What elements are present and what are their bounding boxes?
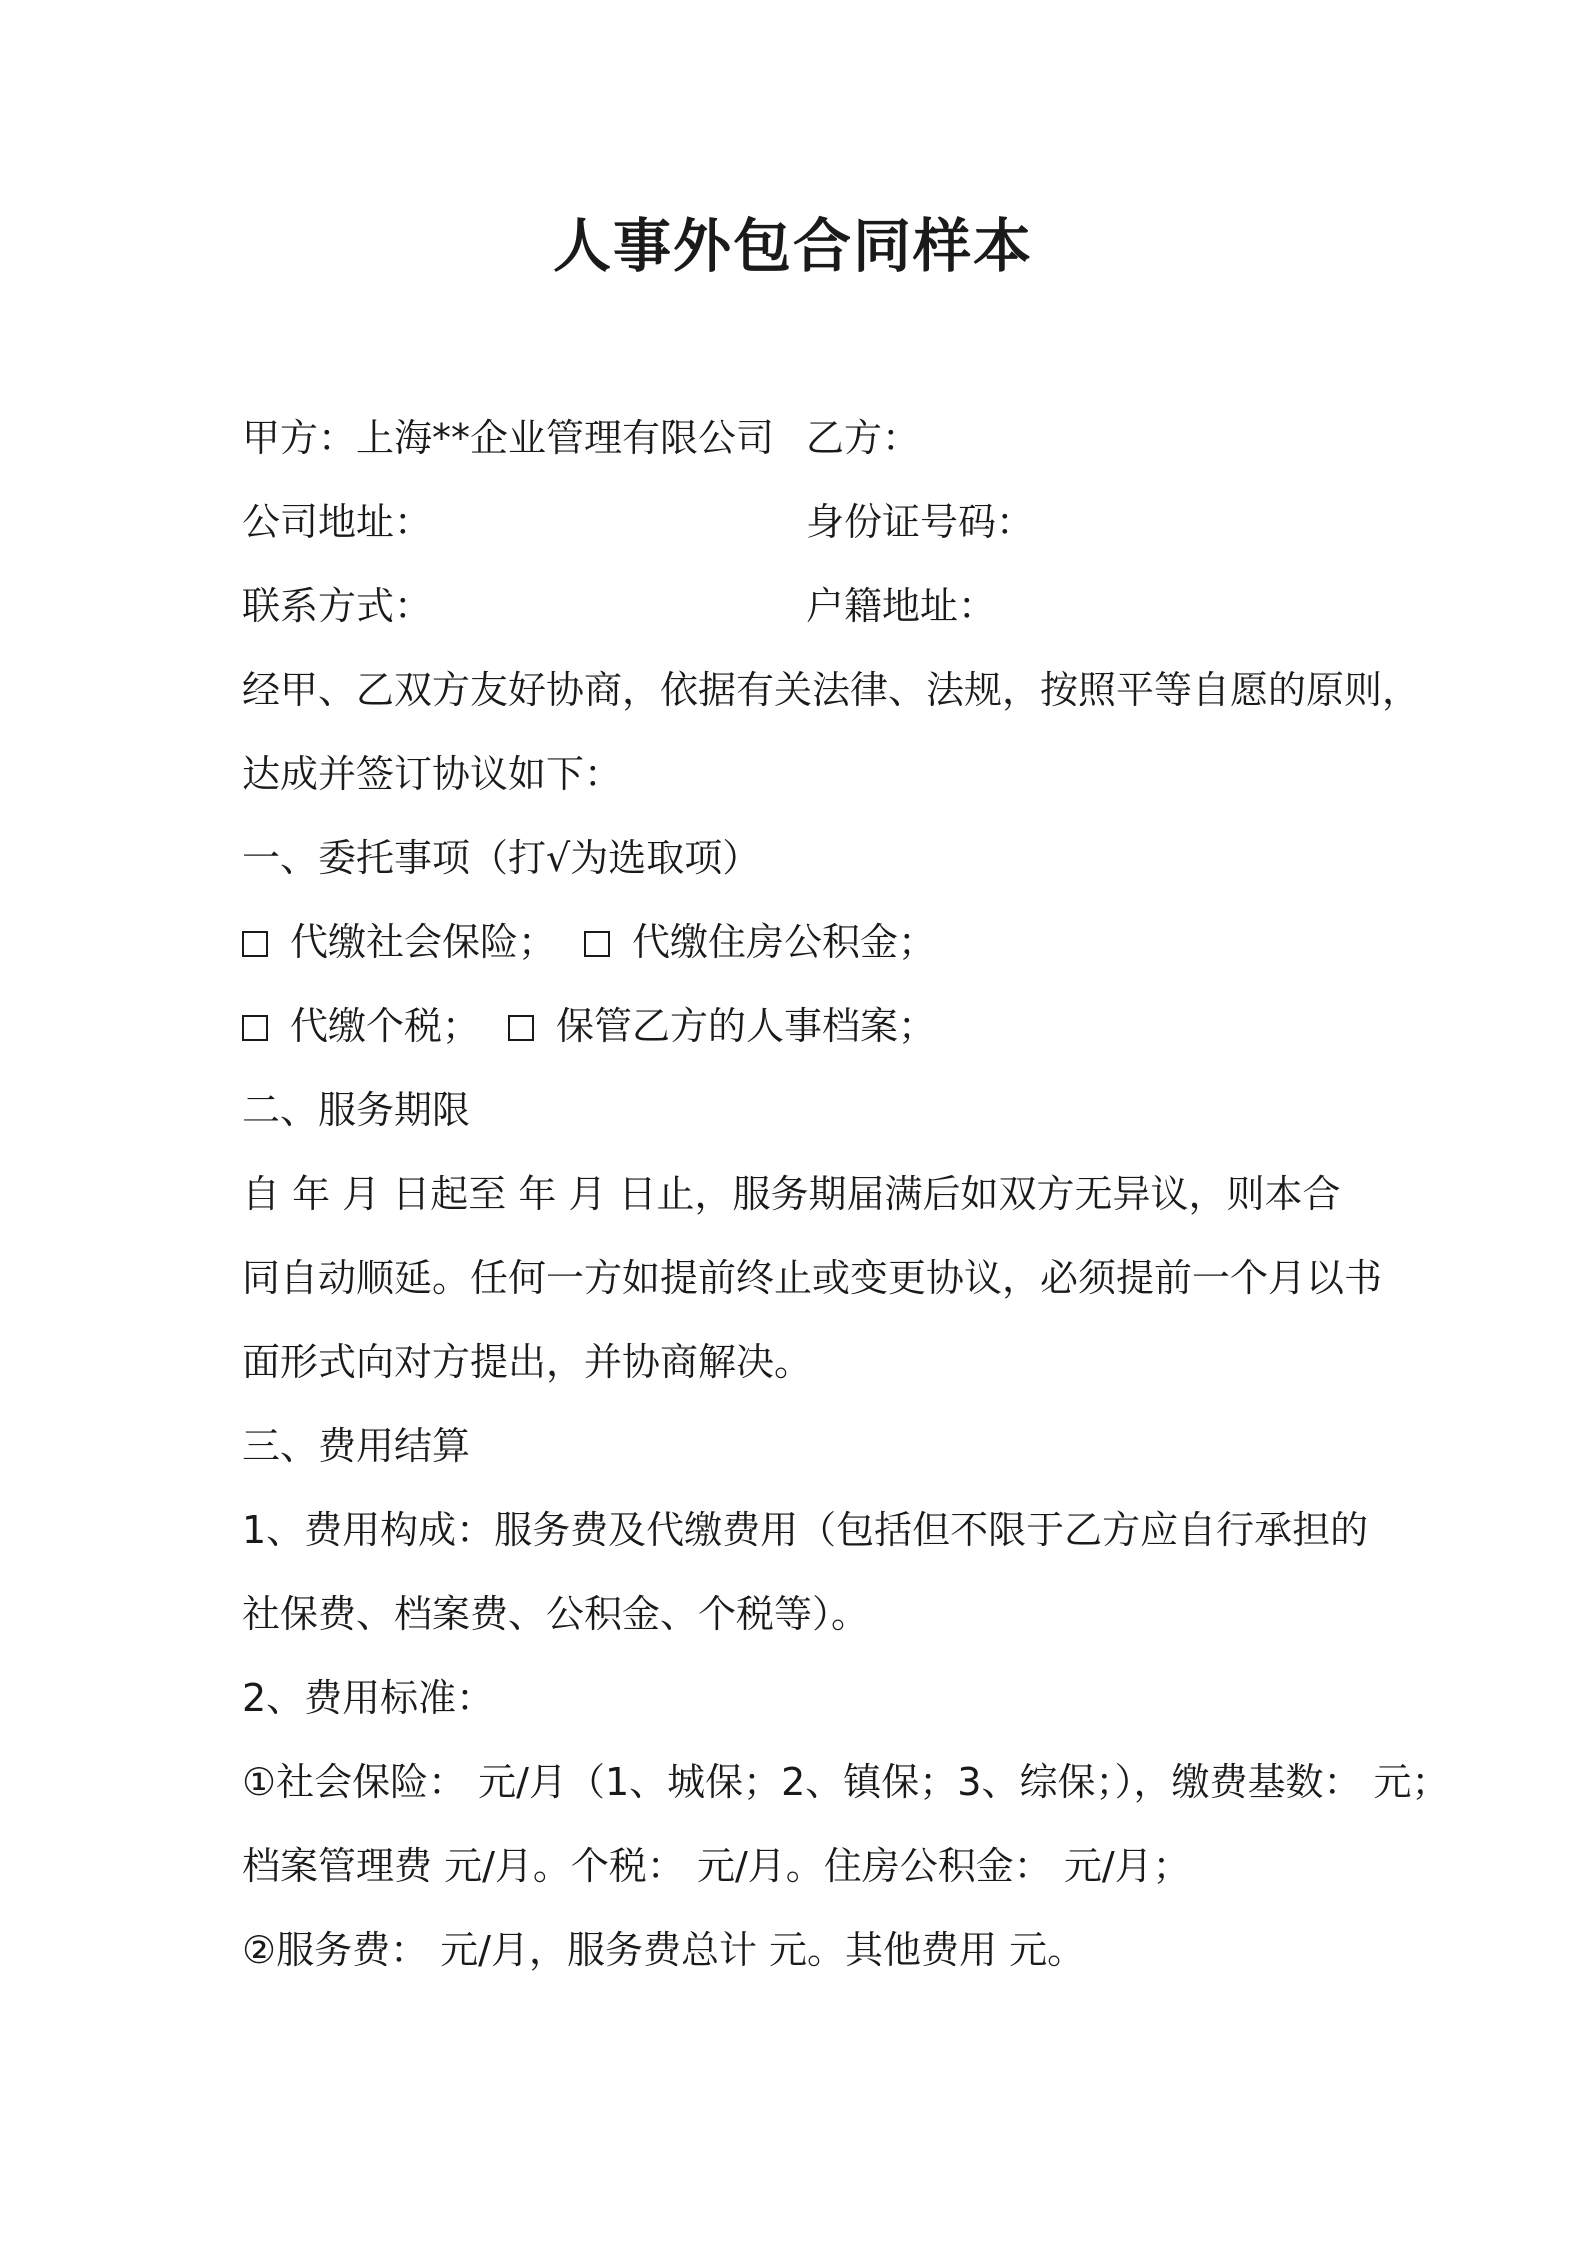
option-row-2 (242, 996, 936, 1056)
contact-label: 联系方式： (242, 584, 433, 628)
party-a-label: 甲方：上海**企业管理有限公司 (242, 416, 775, 460)
section-3-line-2: 社保费、档案费、公积金、个税等）。 (242, 1592, 870, 1636)
document-title: 人事外包合同样本 (552, 212, 1033, 280)
party-b-label: 乙方： (806, 416, 921, 460)
preamble-line-1: 经甲、乙双方友好协商，依据有关法律、法规，按照平等自愿的原则， (242, 668, 1421, 712)
party-row-3 (242, 576, 997, 636)
section-2-line-1: 自 年 月 日起至 年 月 日止，服务期届满后如双方无异议，则本合 (242, 1172, 1341, 1216)
preamble-line-2: 达成并签订协议如下： (242, 752, 623, 796)
section-3-heading: 三、费用结算 (242, 1424, 471, 1468)
party-row-1 (242, 408, 921, 468)
option-personnel-file: 保管乙方的人事档案； (556, 1004, 937, 1048)
section-3-line-5: 档案管理费 元/月。个税： 元/月。住房公积金： 元/月； (242, 1844, 1191, 1888)
company-address-label: 公司地址： (242, 500, 433, 544)
section-2-line-2: 同自动顺延。任何一方如提前终止或变更协议，必须提前一个月以书 (242, 1256, 1383, 1300)
section-2-line-3: 面形式向对方提出，并协商解决。 (242, 1340, 813, 1384)
option-housing-fund: 代缴住房公积金； (632, 920, 937, 964)
housing-fund-checkbox[interactable] (584, 931, 610, 957)
social-insurance-checkbox[interactable] (242, 931, 268, 957)
personnel-file-checkbox[interactable] (508, 1015, 534, 1041)
option-social-insurance: 代缴社会保险； (290, 920, 557, 964)
id-number-label: 身份证号码： (806, 500, 1035, 544)
section-3-line-4: ①社会保险： 元/月（1、城保；2、镇保；3、综保；），缴费基数： 元； (242, 1760, 1450, 1804)
section-3-line-3: 2、费用标准： (242, 1676, 495, 1720)
section-2-heading: 二、服务期限 (242, 1088, 471, 1132)
section-1-heading: 一、委托事项（打√为选取项） (242, 836, 761, 880)
option-row-1 (242, 912, 936, 972)
section-3-line-6: ②服务费： 元/月，服务费总计 元。其他费用 元。 (242, 1928, 1086, 1972)
option-income-tax: 代缴个税； (290, 1004, 481, 1048)
section-3-line-1: 1、费用构成：服务费及代缴费用（包括但不限于乙方应自行承担的 (242, 1508, 1369, 1552)
party-row-2 (242, 492, 1035, 552)
income-tax-checkbox[interactable] (242, 1015, 268, 1041)
household-address-label: 户籍地址： (806, 584, 997, 628)
